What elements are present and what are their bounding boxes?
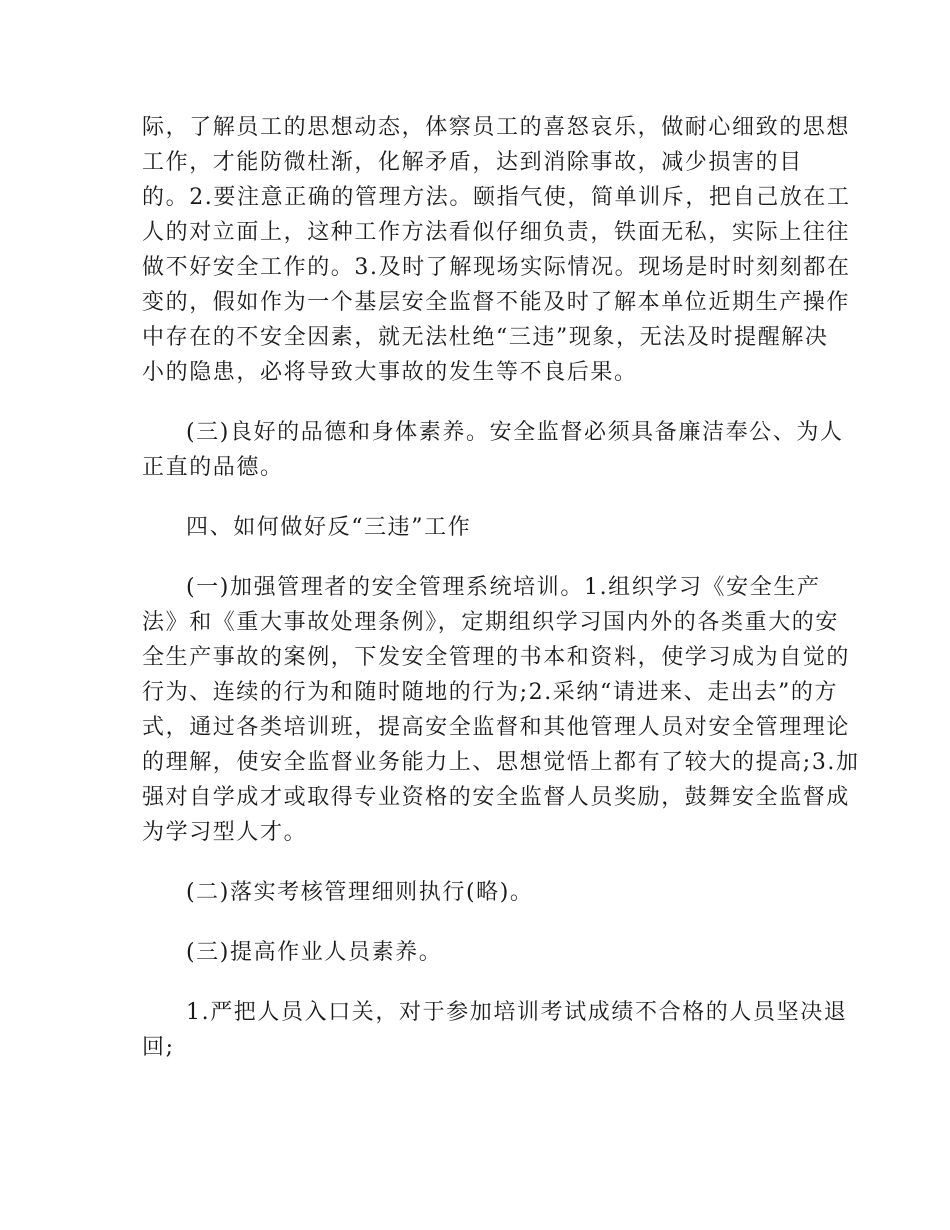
text-line: 全生产事故的案例，下发安全管理的书本和资料，使学习成为自觉的 (142, 645, 851, 670)
text-line: (三)提高作业人员素养。 (186, 940, 443, 965)
paragraph (142, 995, 848, 1065)
text-line: 人的对立面上，这种工作方法看似仔细负责，铁面无私，实际上往往 (142, 220, 851, 245)
text-line: 做不好安全工作的。3.及时了解现场实际情况。现场是时时刻刻都在 (142, 255, 851, 280)
paragraph (142, 875, 802, 910)
paragraph (142, 510, 802, 545)
text-line: 小的隐患，必将导致大事故的发生等不良后果。 (142, 360, 638, 385)
paragraph (142, 110, 851, 390)
paragraph (142, 415, 844, 485)
text-line: 的。2.要注意正确的管理方法。颐指气使，简单训斥，把自己放在工 (142, 185, 851, 210)
text-line: 的理解，使安全监督业务能力上、思想觉悟上都有了较大的提高;3.加 (142, 750, 860, 775)
text-line: 工作，才能防微杜渐，化解矛盾，达到消除事故，减少损害的目 (142, 150, 803, 175)
text-line: 四、如何做好反“三违”工作 (186, 515, 472, 540)
text-line: 1.严把人员入口关，对于参加培训考试成绩不合格的人员坚决退 (186, 1000, 848, 1025)
text-line: (二)落实考核管理细则执行(略)。 (186, 880, 534, 905)
text-line: 变的，假如作为一个基层安全监督不能及时了解本单位近期生产操作 (142, 290, 851, 315)
text-line: (三)良好的品德和身体素养。安全监督必须具备廉洁奉公、为人 (186, 420, 844, 445)
text-line: 回; (142, 1035, 175, 1060)
text-line: 中存在的不安全因素，就无法杜绝“三违”现象，无法及时提醒解决 (142, 325, 829, 350)
paragraph (142, 935, 802, 970)
text-line: (一)加强管理者的安全管理系统培训。1.组织学习《安全生产 (186, 575, 821, 600)
text-line: 为学习型人才。 (142, 820, 308, 845)
paragraph (142, 570, 860, 850)
text-line: 法》和《重大事故处理条例》，定期组织学习国内外的各类重大的安 (142, 610, 840, 635)
text-line: 式，通过各类培训班，提高安全监督和其他管理人员对安全管理理论 (142, 715, 851, 740)
text-line: 行为、连续的行为和随时随地的行为;2.采纳“请进来、走出去”的方 (142, 680, 839, 705)
text-line: 际，了解员工的思想动态，体察员工的喜怒哀乐，做耐心细致的思想 (142, 115, 851, 140)
text-line: 正直的品德。 (142, 455, 284, 480)
text-line: 强对自学成才或取得专业资格的安全监督人员奖励，鼓舞安全监督成 (142, 785, 851, 810)
document-body (142, 110, 860, 1090)
